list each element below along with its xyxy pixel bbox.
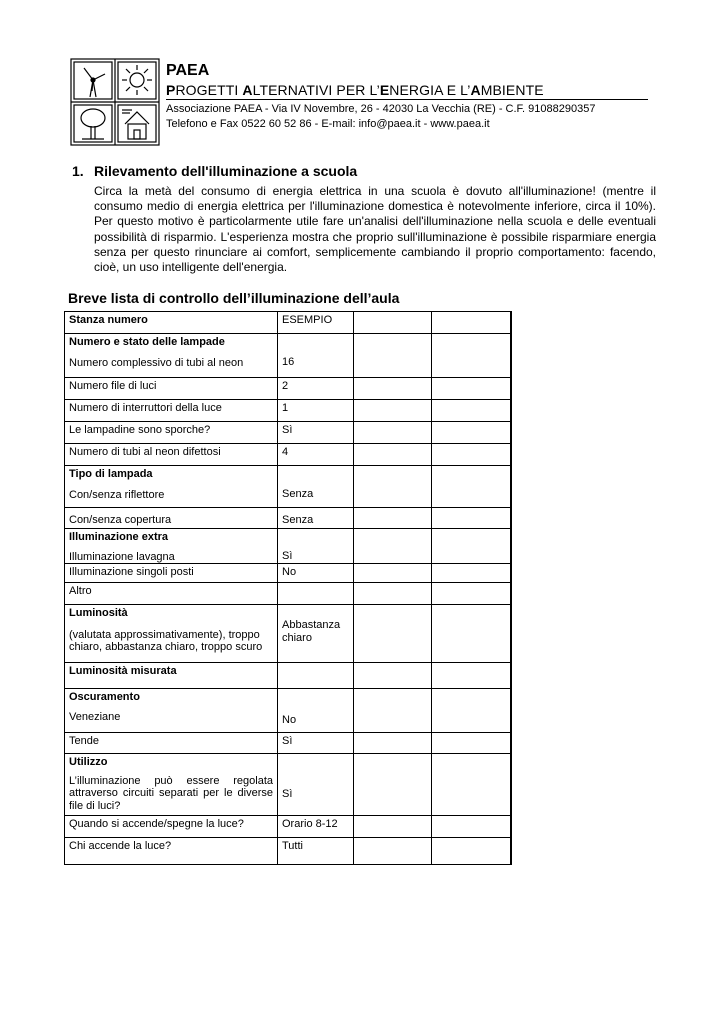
house-icon [122,110,149,139]
row-label: Tende [65,733,278,754]
row-value: 1 [278,400,354,422]
table-row [65,689,511,733]
row-heading: Utilizzo [69,756,108,768]
org-address: Associazione PAEA - Via IV Novembre, 26 - 42030 La Vecchia (RE) - C.F. 91088290357 [166,103,596,115]
table-row [65,583,511,605]
row-label: Numero file di luci [65,378,278,400]
row-label: Numero di tubi al neon difettosi [65,444,278,466]
table-row [65,312,511,334]
table-row [65,378,511,400]
org-contact: Telefono e Fax 0522 60 52 86 - E-mail: info@paea.it - www.paea.it [166,118,490,130]
table-row [65,444,511,466]
row-value: Senza [282,514,314,526]
table-row [65,564,511,583]
paea-logo [70,58,160,146]
row-label: Illuminazione lavagna [69,550,175,563]
row-value: Senza [282,488,314,500]
row-heading: Tipo di lampada [69,468,153,480]
row-value: Sì [278,733,354,754]
table-row [65,529,511,564]
org-name: PAEA [166,62,210,79]
row-value: 16 [282,356,295,368]
table-row [65,816,511,838]
row-heading: Numero e stato delle lampade [69,336,225,348]
row-label: Veneziane [69,710,121,723]
table-row [65,838,511,865]
row-label: Con/senza copertura [69,514,172,526]
row-value [278,663,354,689]
row-label: Con/senza riflettore [69,488,165,501]
row-value: Tutti [278,838,354,865]
table-row [65,334,511,378]
table-row [65,400,511,422]
intro-paragraph: Circa la metà del consumo di energia elettrica in una scuola è dovuto all'illuminazione! (mentre il consumo medio di energia elettrica per l'illuminazione domestica è notevolmente inferiore, circa il 10%). Per questo motivo è particolarmente utile fare un'analisi dell'illuminazione nella scuola e delle eventuali possibilità di risparmio. L'esperienza mostra che proprio sull'illuminazione è possibile risparmiare energia senza per questo rinunciare ai comfort, semplicemente cambiando il proprio comportamento: facendo, cioè, un uso intelligente dell'energia. [94,184,656,275]
row-label: Numero di interruttori della luce [65,400,278,422]
table-row [65,663,511,689]
tree-icon [81,109,105,139]
row-value: 4 [278,444,354,466]
row-heading: Oscuramento [69,691,140,703]
table-row [65,754,511,816]
section-title: 1. Rilevamento dell'illuminazione a scuola [72,163,358,179]
row-label: Illuminazione singoli posti [65,564,278,583]
row-value: Sì [282,788,293,800]
row-label: L’illuminazione può essere regolata attraverso circuiti separati per le diverse file di luci? [69,774,273,812]
row-heading: Illuminazione extra [69,531,169,543]
checklist-title: Breve lista di controllo dell’illuminazione dell’aula [68,290,400,306]
row-value: Sì [282,550,293,562]
row-heading: Luminosità [69,607,128,619]
table-row [65,466,511,508]
row-label: Numero complessivo di tubi al neon [69,356,244,369]
section-number: 1. [72,163,84,179]
row-value [278,583,354,605]
row-value: Orario 8-12 [278,816,354,838]
row-label: Altro [65,583,278,605]
checklist-table [64,311,510,865]
row-label: Quando si accende/spegne la luce? [65,816,278,838]
row-value: 2 [278,378,354,400]
table-row [65,605,511,663]
sun-icon [122,65,152,95]
table-row [65,733,511,754]
row-label: (valutata approssimativamente), troppo chiaro, abbastanza chiaro, troppo scuro [69,628,263,653]
row-value: Sì [278,422,354,444]
table-row [65,422,511,444]
org-full-name: PROGETTI ALTERNATIVI PER L’ENERGIA E L’AMBIENTE [166,82,648,100]
row-label: Chi accende la luce? [65,838,278,865]
row-value: ESEMPIO [278,312,354,334]
row-heading: Luminosità misurata [69,665,177,677]
row-value: No [278,564,354,583]
row-value: No [282,714,297,726]
row-value: Abbastanza chiaro [282,619,341,644]
windmill-icon [84,68,105,97]
row-label: Le lampadine sono sporche? [65,422,278,444]
row-label: Stanza numero [65,312,278,334]
table-row [65,508,511,529]
